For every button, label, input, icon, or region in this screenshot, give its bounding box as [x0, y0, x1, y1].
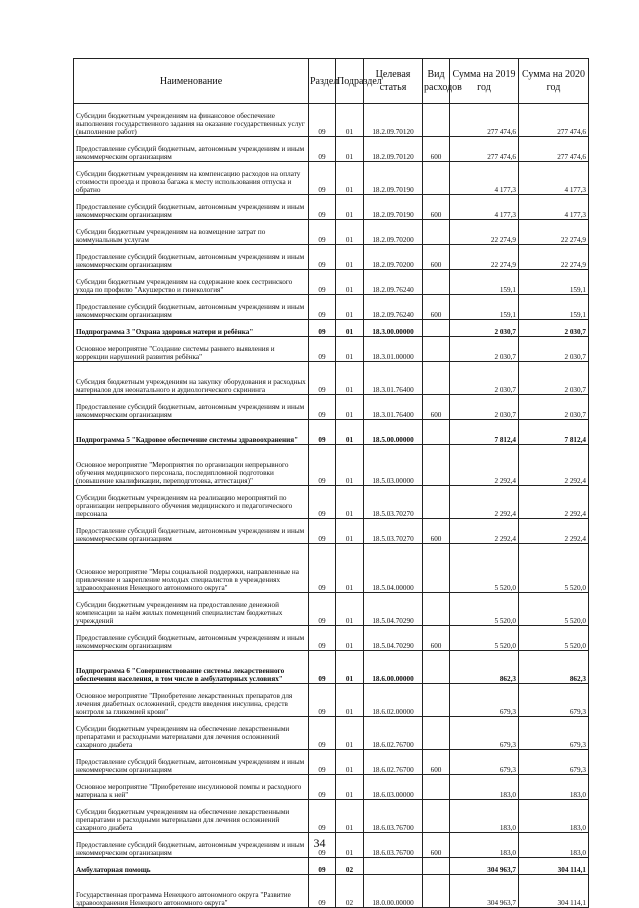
table-row — [74, 137, 589, 162]
row-subsection: 01 — [336, 593, 364, 626]
row-expense-type: 600 — [423, 519, 450, 544]
row-section: 09 — [309, 362, 336, 395]
row-name: Основное мероприятие "Меры социальной поддержки, направленные на привлечение и закрепление молодых специалистов в учреждениях здравоохранения Ненецкого автономного округа" — [74, 544, 309, 593]
table-row — [74, 684, 589, 717]
table-row — [74, 195, 589, 220]
row-sum-2019: 2 292,4 — [450, 519, 519, 544]
page-number: 34 — [313, 836, 326, 850]
row-section: 09 — [309, 420, 336, 445]
row-name: Основное мероприятие "Приобретение лекарственных препаратов для лечения диабетных осложнений, средств введения инсулина, средств контроля за гликемией крови" — [74, 684, 309, 717]
row-sum-2019: 679,3 — [450, 684, 519, 717]
row-target-article: 18.5.00.00000 — [364, 420, 423, 445]
header-sum-2020: Сумма на 2020 год — [519, 59, 589, 104]
row-target-article: 18.2.09.70120 — [364, 137, 423, 162]
table-row — [74, 800, 589, 833]
row-sum-2019: 5 520,0 — [450, 593, 519, 626]
row-section: 09 — [309, 104, 336, 137]
row-name: Субсидии бюджетным учреждениям на содержание коек сестринского ухода по профилю "Акушерство и гинекология" — [74, 270, 309, 295]
row-name: Предоставление субсидий бюджетным, автономным учреждениям и иным некоммерческим организациям — [74, 626, 309, 651]
row-section: 09 — [309, 245, 336, 270]
row-name: Предоставление субсидий бюджетным, автономным учреждениям и иным некоммерческим организациям — [74, 245, 309, 270]
table-header-row — [74, 59, 589, 104]
row-target-article: 18.5.04.70290 — [364, 593, 423, 626]
row-section: 09 — [309, 270, 336, 295]
table-row — [74, 420, 589, 445]
row-expense-type — [423, 593, 450, 626]
row-sum-2020: 22 274,9 — [519, 245, 589, 270]
row-sum-2020: 2 030,7 — [519, 337, 589, 362]
row-sum-2019: 862,3 — [450, 651, 519, 684]
row-subsection: 01 — [336, 833, 364, 858]
table-row — [74, 750, 589, 775]
row-subsection: 01 — [336, 684, 364, 717]
row-expense-type — [423, 651, 450, 684]
row-expense-type — [423, 362, 450, 395]
row-target-article: 18.0.00.00000 — [364, 875, 423, 908]
row-expense-type: 600 — [423, 295, 450, 320]
row-sum-2020: 5 520,0 — [519, 626, 589, 651]
row-section: 09 — [309, 337, 336, 362]
row-sum-2019: 4 177,3 — [450, 195, 519, 220]
row-expense-type — [423, 684, 450, 717]
row-target-article: 18.2.09.70190 — [364, 195, 423, 220]
row-name: Основное мероприятие "Мероприятия по организации непрерывного обучения медицинского персонала, последипломной подготовки (повышение квалификации, переподготовка, аттестация)" — [74, 445, 309, 486]
row-target-article: 18.5.03.00000 — [364, 445, 423, 486]
row-subsection: 01 — [336, 445, 364, 486]
row-sum-2019: 2 292,4 — [450, 486, 519, 519]
row-sum-2019: 5 520,0 — [450, 544, 519, 593]
table-row — [74, 486, 589, 519]
row-sum-2019: 22 274,9 — [450, 220, 519, 245]
row-subsection: 02 — [336, 875, 364, 908]
row-name: Субсидия бюджетным учреждениям на закупку оборудования и расходных материалов для неонатального и аудиологического скрининга — [74, 362, 309, 395]
row-section: 09 — [309, 445, 336, 486]
header-sum-2019: Сумма на 2019 год — [450, 59, 519, 104]
row-expense-type — [423, 544, 450, 593]
row-expense-type — [423, 445, 450, 486]
row-name: Подпрограмма 3 "Охрана здоровья матери и ребёнка" — [74, 320, 309, 337]
row-name: Основное мероприятие "Создание системы раннего выявления и коррекции нарушений развития ребёнка" — [74, 337, 309, 362]
row-section: 09 — [309, 858, 336, 875]
row-subsection: 01 — [336, 137, 364, 162]
row-section: 09 — [309, 220, 336, 245]
row-target-article: 18.6.03.00000 — [364, 775, 423, 800]
row-subsection: 01 — [336, 295, 364, 320]
row-subsection: 01 — [336, 245, 364, 270]
row-expense-type: 600 — [423, 195, 450, 220]
row-target-article: 18.3.00.00000 — [364, 320, 423, 337]
row-sum-2020: 2 292,4 — [519, 519, 589, 544]
row-expense-type — [423, 717, 450, 750]
row-name: Субсидии бюджетным учреждениям на реализацию мероприятий по организации непрерывного обучения медицинского и педагогического персонала — [74, 486, 309, 519]
row-target-article: 18.6.02.76700 — [364, 717, 423, 750]
row-sum-2020: 304 114,1 — [519, 875, 589, 908]
row-sum-2019: 2 030,7 — [450, 395, 519, 420]
row-sum-2019: 2 030,7 — [450, 320, 519, 337]
row-sum-2020: 159,1 — [519, 295, 589, 320]
header-target-article: Целевая статья — [364, 59, 423, 104]
row-name: Предоставление субсидий бюджетным, автономным учреждениям и иным некоммерческим организациям — [74, 519, 309, 544]
row-sum-2020: 862,3 — [519, 651, 589, 684]
row-sum-2020: 5 520,0 — [519, 593, 589, 626]
row-target-article: 18.5.03.70270 — [364, 486, 423, 519]
row-expense-type: 600 — [423, 395, 450, 420]
row-sum-2020: 277 474,6 — [519, 104, 589, 137]
row-target-article: 18.2.09.70200 — [364, 220, 423, 245]
row-subsection: 01 — [336, 104, 364, 137]
row-subsection: 01 — [336, 717, 364, 750]
table-row — [74, 544, 589, 593]
row-expense-type — [423, 220, 450, 245]
row-section: 09 — [309, 544, 336, 593]
row-name: Предоставление субсидий бюджетным, автономным учреждениям и иным некоммерческим организациям — [74, 137, 309, 162]
row-sum-2020: 183,0 — [519, 800, 589, 833]
row-section: 09 — [309, 651, 336, 684]
row-expense-type — [423, 162, 450, 195]
row-subsection: 01 — [336, 800, 364, 833]
row-sum-2019: 4 177,3 — [450, 162, 519, 195]
row-target-article: 18.2.09.70200 — [364, 245, 423, 270]
row-name: Субсидии бюджетным учреждениям на обеспечение лекарственными препаратами и расходными материалами для лечения осложнений сахарного диабета — [74, 800, 309, 833]
row-expense-type — [423, 775, 450, 800]
row-subsection: 01 — [336, 750, 364, 775]
row-sum-2019: 2 030,7 — [450, 362, 519, 395]
table-row — [74, 775, 589, 800]
row-expense-type: 600 — [423, 137, 450, 162]
row-expense-type — [423, 337, 450, 362]
table-row — [74, 626, 589, 651]
row-name: Предоставление субсидий бюджетным, автономным учреждениям и иным некоммерческим организациям — [74, 750, 309, 775]
row-name: Предоставление субсидий бюджетным, автономным учреждениям и иным некоммерческим организациям — [74, 195, 309, 220]
table-row — [74, 162, 589, 195]
row-expense-type — [423, 320, 450, 337]
table-row — [74, 519, 589, 544]
row-subsection: 01 — [336, 320, 364, 337]
table-row — [74, 651, 589, 684]
table-row — [74, 395, 589, 420]
row-section: 09 — [309, 320, 336, 337]
row-target-article: 18.6.03.76700 — [364, 833, 423, 858]
row-subsection: 02 — [336, 858, 364, 875]
row-sum-2019: 159,1 — [450, 270, 519, 295]
table-body — [74, 104, 589, 908]
row-subsection: 01 — [336, 651, 364, 684]
table-row — [74, 320, 589, 337]
row-name: Субсидии бюджетным учреждениям на финансовое обеспечение выполнения государственного задания на оказание государственных услуг (выполнение работ) — [74, 104, 309, 137]
row-sum-2019: 679,3 — [450, 750, 519, 775]
row-name: Основное мероприятие "Приобретение инсулиновой помпы и расходного материала к ней" — [74, 775, 309, 800]
table-row — [74, 245, 589, 270]
row-sum-2020: 4 177,3 — [519, 195, 589, 220]
row-subsection: 01 — [336, 544, 364, 593]
row-subsection: 01 — [336, 486, 364, 519]
table-row — [74, 362, 589, 395]
row-section: 09 — [309, 519, 336, 544]
table-row — [74, 858, 589, 875]
table-row — [74, 337, 589, 362]
row-target-article: 18.6.00.00000 — [364, 651, 423, 684]
row-section: 09 — [309, 486, 336, 519]
table-row — [74, 717, 589, 750]
row-subsection: 01 — [336, 362, 364, 395]
row-sum-2019: 2 292,4 — [450, 445, 519, 486]
row-sum-2019: 183,0 — [450, 775, 519, 800]
row-sum-2020: 7 812,4 — [519, 420, 589, 445]
budget-table — [73, 58, 589, 908]
table-row — [74, 270, 589, 295]
row-name: Предоставление субсидий бюджетным, автономным учреждениям и иным некоммерческим организациям — [74, 295, 309, 320]
row-section: 09 — [309, 593, 336, 626]
row-section: 09 — [309, 137, 336, 162]
row-expense-type — [423, 270, 450, 295]
row-sum-2019: 183,0 — [450, 833, 519, 858]
row-section: 09 — [309, 717, 336, 750]
row-name: Подпрограмма 6 "Совершенствование системы лекарственного обеспечения населения, в том числе в амбулаторных условиях" — [74, 651, 309, 684]
row-section: 09 — [309, 800, 336, 833]
row-section: 09 — [309, 750, 336, 775]
row-expense-type — [423, 104, 450, 137]
row-section: 09 — [309, 295, 336, 320]
row-subsection: 01 — [336, 337, 364, 362]
row-target-article: 18.5.03.70270 — [364, 519, 423, 544]
row-sum-2020: 183,0 — [519, 775, 589, 800]
row-name: Субсидии бюджетным учреждениям на компенсацию расходов на оплату стоимости проезда и провоза багажа к месту использования отпуска и обратно — [74, 162, 309, 195]
row-sum-2020: 304 114,1 — [519, 858, 589, 875]
table-row — [74, 875, 589, 908]
row-sum-2019: 304 963,7 — [450, 858, 519, 875]
row-target-article — [364, 858, 423, 875]
row-section: 09 — [309, 775, 336, 800]
row-sum-2019: 5 520,0 — [450, 626, 519, 651]
row-sum-2020: 2 030,7 — [519, 395, 589, 420]
row-name: Предоставление субсидий бюджетным, автономным учреждениям и иным некоммерческим организациям — [74, 833, 309, 858]
row-target-article: 18.6.03.76700 — [364, 800, 423, 833]
row-target-article: 18.2.09.76240 — [364, 270, 423, 295]
row-sum-2019: 277 474,6 — [450, 137, 519, 162]
row-name: Амбулаторная помощь — [74, 858, 309, 875]
table-row — [74, 104, 589, 137]
header-name: Наименование — [74, 59, 309, 104]
row-sum-2019: 2 030,7 — [450, 337, 519, 362]
row-sum-2020: 2 292,4 — [519, 445, 589, 486]
row-sum-2019: 7 812,4 — [450, 420, 519, 445]
row-expense-type: 600 — [423, 245, 450, 270]
row-target-article: 18.2.09.76240 — [364, 295, 423, 320]
row-subsection: 01 — [336, 420, 364, 445]
row-sum-2020: 277 474,6 — [519, 137, 589, 162]
row-sum-2020: 159,1 — [519, 270, 589, 295]
row-expense-type: 600 — [423, 750, 450, 775]
row-sum-2019: 304 963,7 — [450, 875, 519, 908]
row-sum-2020: 2 292,4 — [519, 486, 589, 519]
row-sum-2019: 679,3 — [450, 717, 519, 750]
row-subsection: 01 — [336, 775, 364, 800]
row-section: 09 — [309, 626, 336, 651]
row-section: 09 — [309, 833, 336, 858]
row-target-article: 18.5.04.00000 — [364, 544, 423, 593]
row-subsection: 01 — [336, 270, 364, 295]
row-expense-type — [423, 420, 450, 445]
header-section: Раздел — [309, 59, 336, 104]
row-subsection: 01 — [336, 195, 364, 220]
row-sum-2020: 679,3 — [519, 684, 589, 717]
row-sum-2020: 2 030,7 — [519, 320, 589, 337]
row-target-article: 18.5.04.70290 — [364, 626, 423, 651]
row-expense-type: 600 — [423, 833, 450, 858]
row-name: Предоставление субсидий бюджетным, автономным учреждениям и иным некоммерческим организациям — [74, 395, 309, 420]
row-subsection: 01 — [336, 220, 364, 245]
row-expense-type — [423, 875, 450, 908]
row-section: 09 — [309, 875, 336, 908]
row-target-article: 18.2.09.70190 — [364, 162, 423, 195]
row-section: 09 — [309, 684, 336, 717]
table-row — [74, 593, 589, 626]
row-name: Субсидии бюджетным учреждениям на предоставление денежной компенсации за наём жилых помещений специалистам бюджетных учреждений — [74, 593, 309, 626]
row-sum-2020: 4 177,3 — [519, 162, 589, 195]
row-target-article: 18.3.01.00000 — [364, 337, 423, 362]
row-target-article: 18.6.02.00000 — [364, 684, 423, 717]
row-sum-2019: 277 474,6 — [450, 104, 519, 137]
row-target-article: 18.2.09.70120 — [364, 104, 423, 137]
row-sum-2019: 22 274,9 — [450, 245, 519, 270]
row-sum-2019: 183,0 — [450, 800, 519, 833]
row-sum-2020: 679,3 — [519, 717, 589, 750]
row-sum-2020: 183,0 — [519, 833, 589, 858]
row-sum-2020: 2 030,7 — [519, 362, 589, 395]
header-expense-type: Вид расходов — [423, 59, 450, 104]
row-sum-2020: 22 274,9 — [519, 220, 589, 245]
row-name: Подпрограмма 5 "Кадровое обеспечение системы здравоохранения" — [74, 420, 309, 445]
row-target-article: 18.6.02.76700 — [364, 750, 423, 775]
row-expense-type: 600 — [423, 626, 450, 651]
row-target-article: 18.3.01.76400 — [364, 362, 423, 395]
row-subsection: 01 — [336, 626, 364, 651]
row-sum-2019: 159,1 — [450, 295, 519, 320]
row-sum-2020: 679,3 — [519, 750, 589, 775]
row-section: 09 — [309, 195, 336, 220]
row-subsection: 01 — [336, 162, 364, 195]
row-expense-type — [423, 486, 450, 519]
table-row — [74, 220, 589, 245]
row-expense-type — [423, 800, 450, 833]
row-sum-2020: 5 520,0 — [519, 544, 589, 593]
row-subsection: 01 — [336, 519, 364, 544]
row-subsection: 01 — [336, 395, 364, 420]
row-name: Государственная программа Ненецкого автономного округа "Развитие здравоохранения Ненецкого автономного округа" — [74, 875, 309, 908]
row-section: 09 — [309, 395, 336, 420]
table-row — [74, 445, 589, 486]
row-name: Субсидии бюджетным учреждениям на возмещение затрат по коммунальным услугам — [74, 220, 309, 245]
row-section: 09 — [309, 162, 336, 195]
table-row — [74, 295, 589, 320]
row-expense-type — [423, 858, 450, 875]
row-target-article: 18.3.01.76400 — [364, 395, 423, 420]
row-name: Субсидии бюджетным учреждениям на обеспечение лекарственными препаратами и расходными материалами для лечения осложнений сахарного диабета — [74, 717, 309, 750]
header-subsection: Подраздел — [336, 59, 364, 104]
